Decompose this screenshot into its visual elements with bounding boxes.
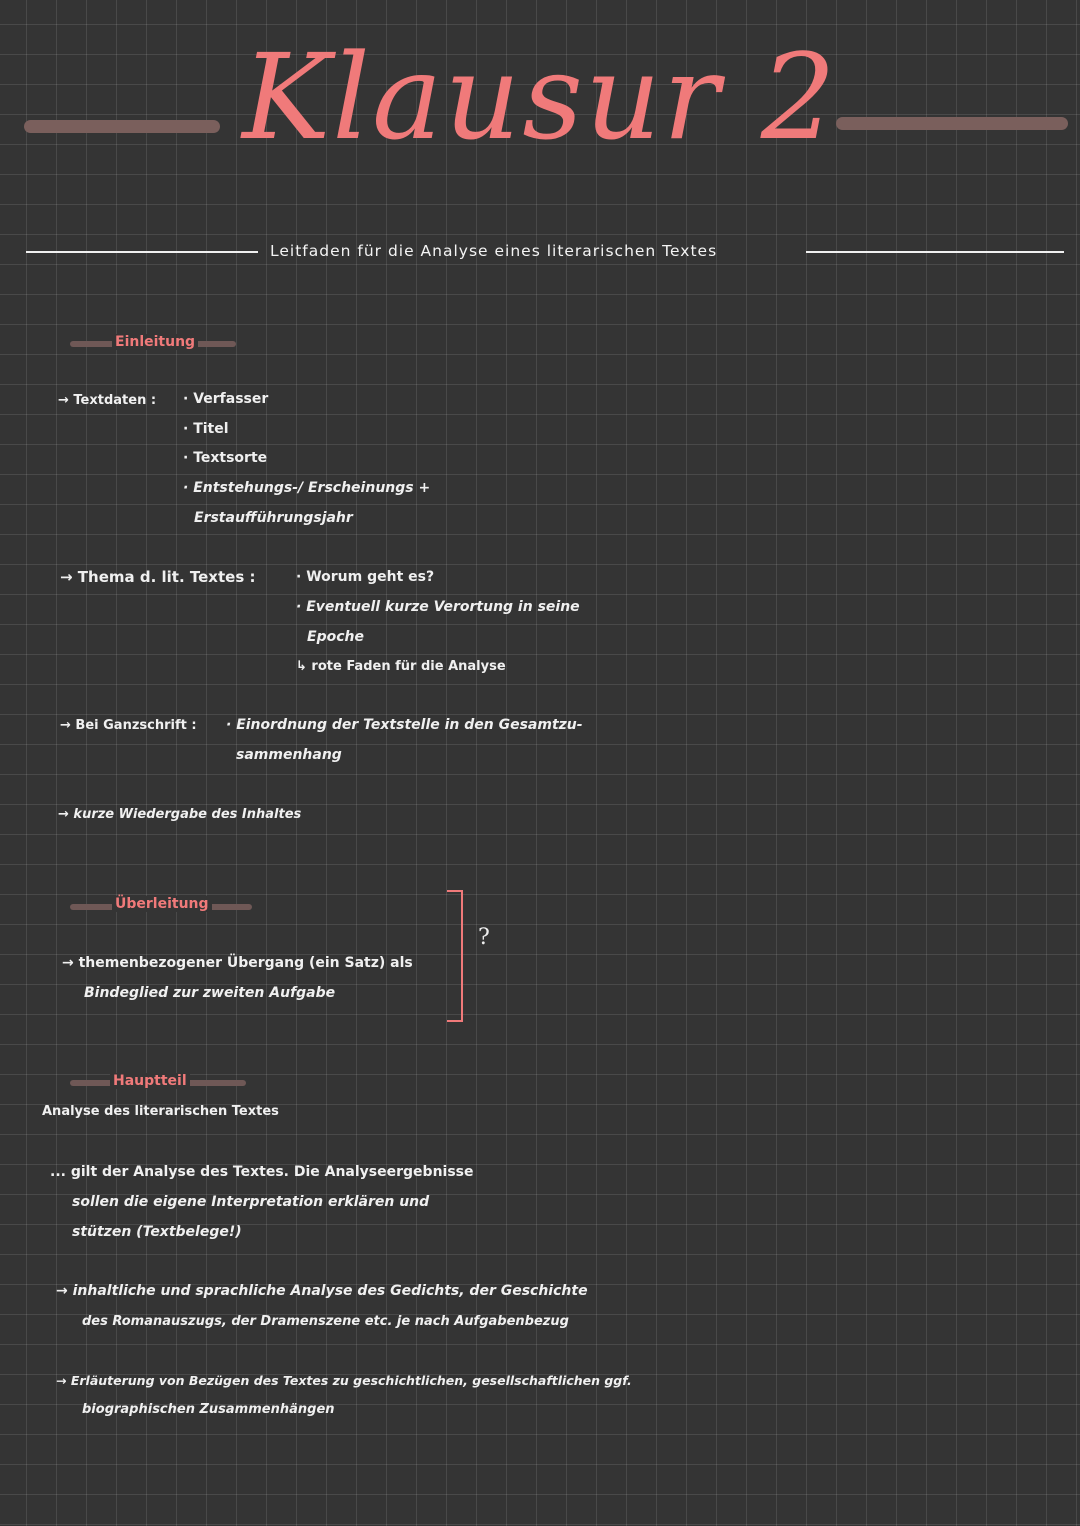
subtitle-rule-left — [26, 251, 258, 253]
textdaten-item: · Verfasser — [183, 391, 269, 407]
hauptteil-subheading: Analyse des literarischen Textes — [42, 1104, 279, 1119]
hauptteil-bullet-line: → Erläuterung von Bezügen des Textes zu geschichtlichen, gesellschaftlichen ggf. — [56, 1373, 632, 1388]
textdaten-item: · Textsorte — [183, 450, 268, 466]
heading-ueberleitung: Überleitung — [112, 896, 212, 912]
hauptteil-bullet-line: → inhaltliche und sprachliche Analyse des Gedichts, der Geschichte — [56, 1283, 588, 1299]
hauptteil-bullet-line: des Romanauszugs, der Dramenszene etc. je nach Aufgabenbezug — [82, 1314, 569, 1329]
textdaten-item: · Titel — [183, 421, 229, 437]
thema-note: ↳ rote Faden für die Analyse — [296, 659, 506, 674]
ganzschrift-continuation: sammenhang — [236, 747, 342, 763]
heading-einleitung: Einleitung — [112, 334, 198, 350]
hauptteil-bullet-line: biographischen Zusammenhängen — [82, 1402, 335, 1417]
hauptteil-paragraph-line: stützen (Textbelege!) — [72, 1224, 242, 1240]
heading-hauptteil: Hauptteil — [110, 1073, 190, 1089]
ganzschrift-label: → Bei Ganzschrift : — [60, 718, 197, 733]
page-title: Klausur 2 — [242, 28, 838, 166]
thema-item: · Eventuell kurze Verortung in seine — [296, 599, 580, 615]
thema-label: → Thema d. lit. Textes : — [60, 568, 256, 586]
thema-item: · Worum geht es? — [296, 569, 435, 585]
hauptteil-paragraph-line: sollen die eigene Interpretation erklären und — [72, 1194, 430, 1210]
subtitle: Leitfaden für die Analyse eines literarischen Textes — [270, 242, 718, 260]
ganzschrift-text: · Einordnung der Textstelle in den Gesamtzu- — [226, 717, 583, 733]
subtitle-rule-right — [806, 251, 1064, 253]
wiedergabe-point: → kurze Wiedergabe des Inhaltes — [58, 807, 302, 822]
ueberleitung-bracket — [447, 890, 463, 1022]
question-mark: ? — [478, 925, 490, 950]
textdaten-item: · Entstehungs-/ Erscheinungs + — [183, 480, 431, 496]
ueberleitung-line: Bindeglied zur zweiten Aufgabe — [84, 985, 336, 1001]
textdaten-item-continuation: Erstaufführungsjahr — [194, 510, 353, 526]
textdaten-label: → Textdaten : — [58, 393, 157, 408]
ueberleitung-line: → themenbezogener Übergang (ein Satz) als — [62, 955, 413, 971]
hauptteil-paragraph-line: ... gilt der Analyse des Textes. Die Analyseergebnisse — [50, 1164, 474, 1180]
thema-item-continuation: Epoche — [307, 629, 364, 645]
